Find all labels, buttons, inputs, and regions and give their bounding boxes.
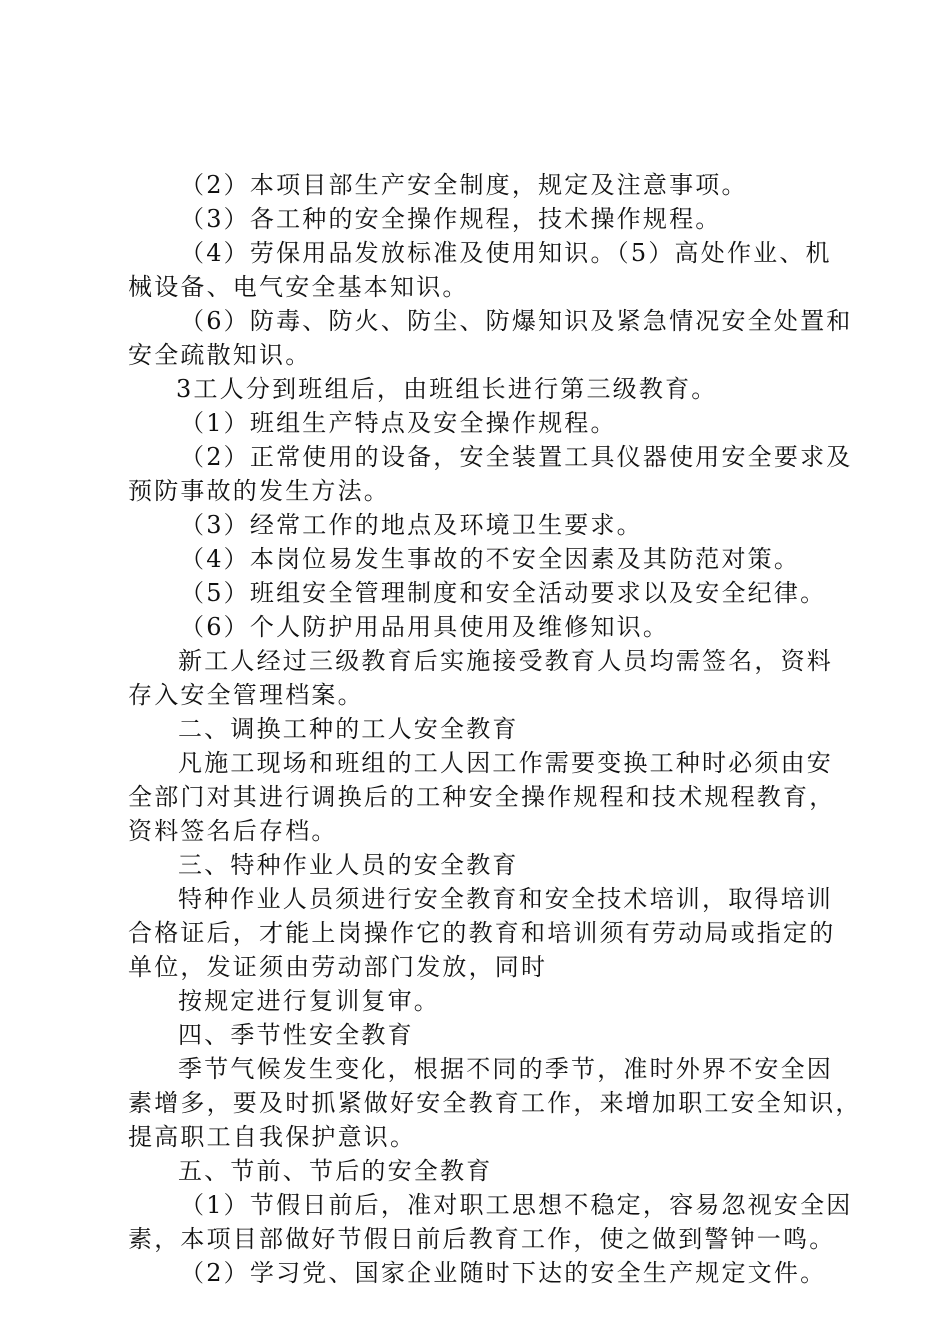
text-line-section-4-cont-2: 提高职工自我保护意识。 bbox=[128, 1123, 417, 1151]
text-line-item-6: （6）防毒、防火、防尘、防爆知识及紧急情况安全处置和 bbox=[180, 307, 853, 335]
text-line-section-4-cont-1: 素增多，要及时抓紧做好安全教育工作，来增加职工安全知识， bbox=[128, 1089, 862, 1117]
text-line-item-6-cont: 安全疏散知识。 bbox=[128, 341, 312, 369]
text-line-section-3-cont-2: 单位，发证须由劳动部门发放，同时 bbox=[128, 953, 548, 981]
text-line-team-item-5: （5）班组安全管理制度和安全活动要求以及安全纪律。 bbox=[180, 579, 827, 607]
document-body bbox=[128, 168, 862, 1290]
text-line-new-workers-cont: 存入安全管理档案。 bbox=[128, 681, 364, 709]
text-line-new-workers: 新工人经过三级教育后实施接受教育人员均需签名，资料 bbox=[178, 647, 833, 675]
text-line-team-item-2-cont: 预防事故的发生方法。 bbox=[128, 477, 390, 505]
text-line-section-5-item-1: （1）节假日前后，准对职工思想不稳定，容易忽视安全因 bbox=[180, 1191, 853, 1219]
text-line-team-item-6: （6）个人防护用品用具使用及维修知识。 bbox=[180, 613, 670, 641]
text-line-team-item-1: （1）班组生产特点及安全操作规程。 bbox=[180, 409, 617, 437]
text-line-section-3-cont-1: 合格证后，才能上岗操作它的教育和培训须有劳动局或指定的 bbox=[128, 919, 836, 947]
text-line-item-3: （3）各工种的安全操作规程，技术操作规程。 bbox=[180, 205, 722, 233]
text-line-item-2: （2）本项目部生产安全制度，规定及注意事项。 bbox=[180, 171, 748, 199]
text-line-item-4-5-cont: 械设备、电气安全基本知识。 bbox=[128, 273, 469, 301]
text-line-item-4-5: （4）劳保用品发放标准及使用知识。（5）高处作业、机 bbox=[180, 239, 832, 267]
text-line-section-3: 特种作业人员须进行安全教育和安全技术培训，取得培训 bbox=[178, 885, 833, 913]
text-line-third-level: 3工人分到班组后，由班组长进行第三级教育。 bbox=[176, 375, 718, 403]
text-line-section-5-item-2: （2）学习党、国家企业随时下达的安全生产规定文件。 bbox=[180, 1259, 827, 1287]
section-heading-3: 三、特种作业人员的安全教育 bbox=[178, 851, 519, 879]
text-line-section-2: 凡施工现场和班组的工人因工作需要变换工种时必须由安 bbox=[178, 749, 833, 777]
text-line-section-2-cont-2: 资料签名后存档。 bbox=[128, 817, 338, 845]
section-heading-2: 二、调换工种的工人安全教育 bbox=[178, 715, 519, 743]
text-line-team-item-2: （2）正常使用的设备，安全装置工具仪器使用安全要求及 bbox=[180, 443, 853, 471]
section-heading-4: 四、季节性安全教育 bbox=[178, 1021, 414, 1049]
text-line-section-3-cont-3: 按规定进行复训复审。 bbox=[178, 987, 440, 1015]
text-line-team-item-4: （4）本岗位易发生事故的不安全因素及其防范对策。 bbox=[180, 545, 801, 573]
text-line-team-item-3: （3）经常工作的地点及环境卫生要求。 bbox=[180, 511, 643, 539]
section-heading-5: 五、节前、节后的安全教育 bbox=[178, 1157, 493, 1185]
text-line-section-5-item-1-cont: 素，本项目部做好节假日前后教育工作，使之做到警钟一鸣。 bbox=[128, 1225, 836, 1253]
text-line-section-4: 季节气候发生变化，根据不同的季节，准时外界不安全因 bbox=[178, 1055, 833, 1083]
text-line-section-2-cont-1: 全部门对其进行调换后的工种安全操作规程和技术规程教育， bbox=[128, 783, 836, 811]
